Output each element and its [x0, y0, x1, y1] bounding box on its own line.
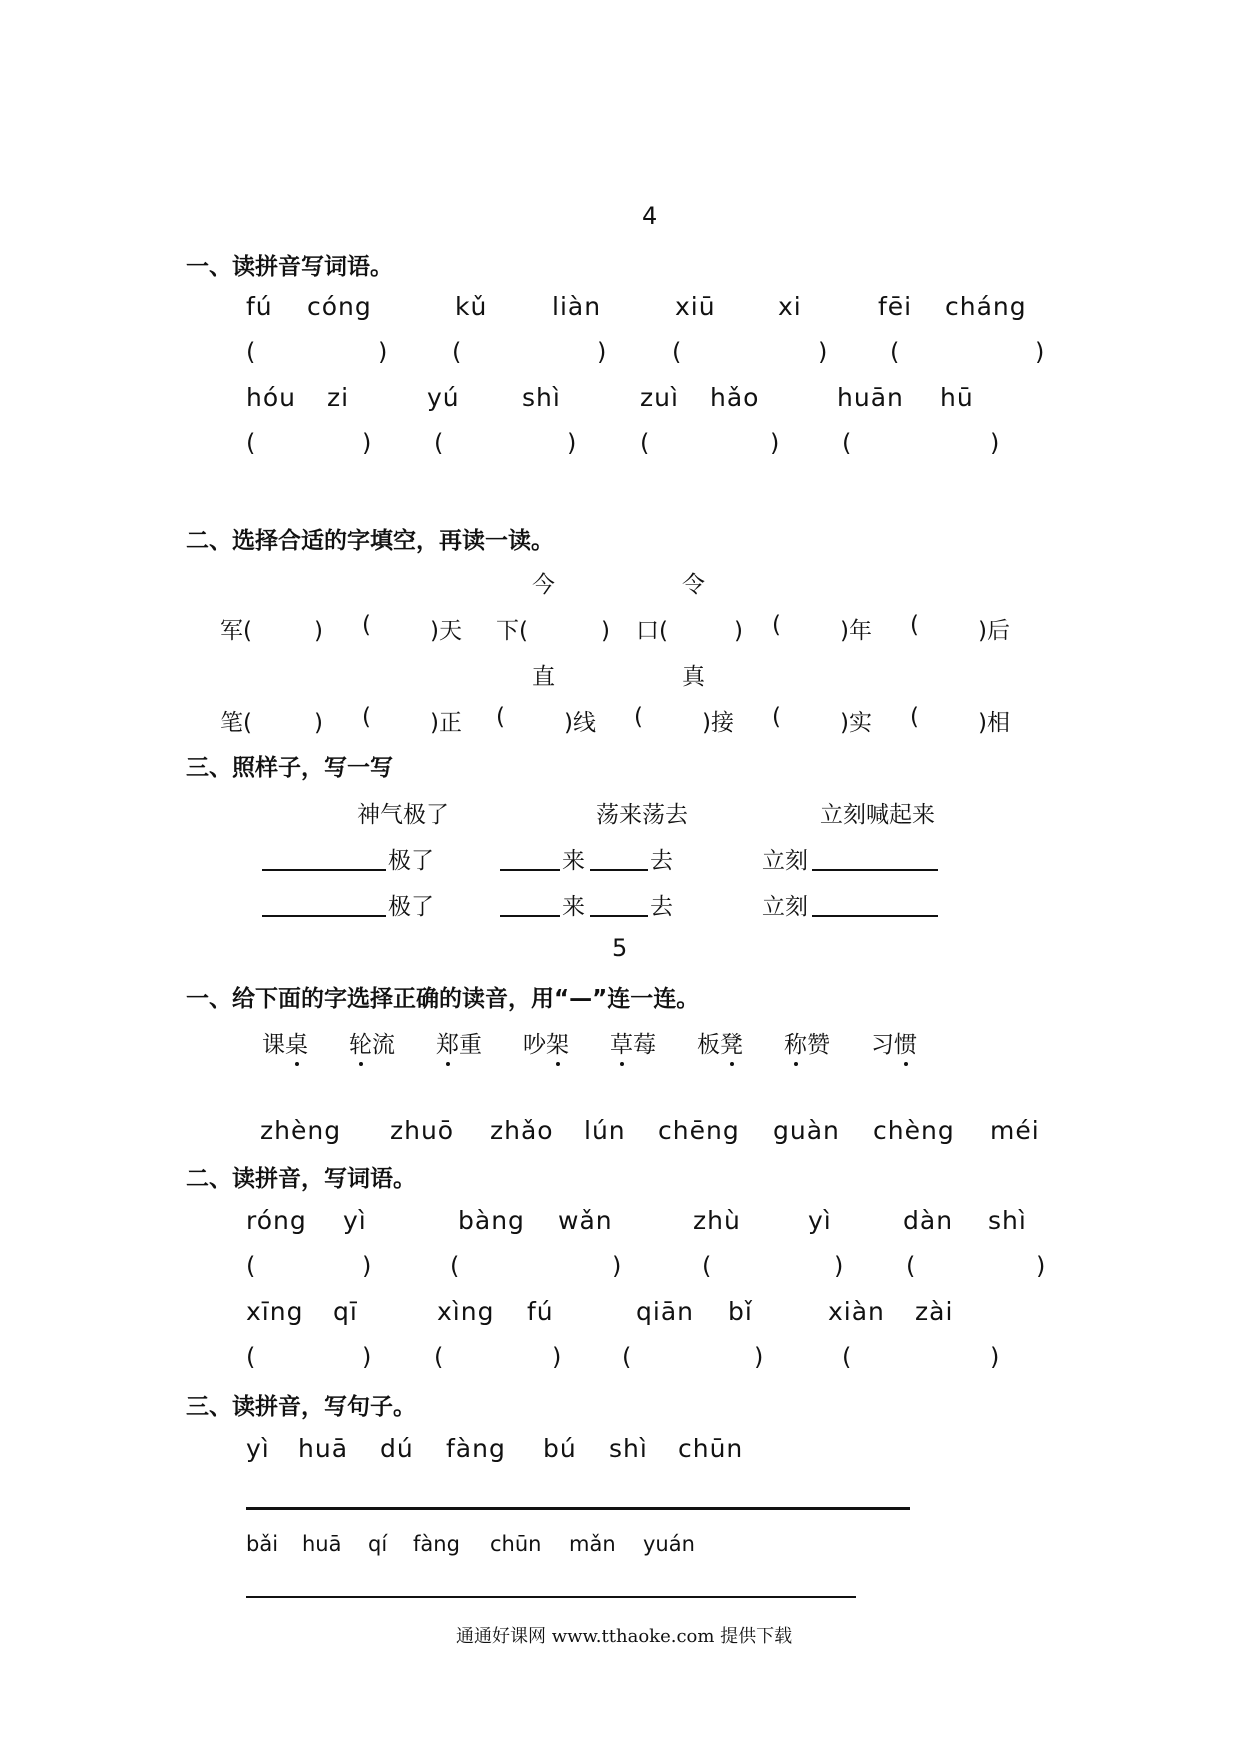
fill-blank-text: )	[268, 618, 323, 644]
pinyin: bǐ	[728, 1297, 753, 1326]
pinyin: cháng	[945, 292, 1027, 321]
pinyin: yì	[808, 1206, 832, 1235]
paren-close: )	[1036, 1252, 1046, 1280]
paren-close: )	[818, 338, 828, 366]
lesson5-section2-title: 二、读拼音，写词语。	[186, 1166, 416, 1192]
word-with-dot: 习惯	[871, 1026, 917, 1059]
paren-open: (	[640, 429, 650, 457]
fill-blank-text: 下(	[496, 618, 528, 644]
paren-open: (	[906, 1252, 916, 1280]
pinyin: bú	[543, 1434, 577, 1463]
fill-blank-text: (	[772, 704, 781, 730]
paren-close: )	[378, 338, 388, 366]
paren-open: (	[890, 338, 900, 366]
paren-open: (	[702, 1252, 712, 1280]
pinyin-option: zhèng	[260, 1116, 342, 1145]
pinyin: yì	[246, 1434, 270, 1463]
suffix-text: 去	[650, 848, 673, 874]
paren-close: )	[612, 1252, 622, 1280]
paren-open: (	[672, 338, 682, 366]
suffix-text: 去	[650, 894, 673, 920]
pinyin: huān	[837, 383, 904, 412]
paren-close: )	[990, 429, 1000, 457]
paren-close: )	[567, 429, 577, 457]
lesson4-section1-title: 一、读拼音写词语。	[186, 254, 393, 280]
pinyin-option: guàn	[773, 1116, 840, 1145]
pinyin: fú	[527, 1297, 554, 1326]
paren-open: (	[246, 429, 256, 457]
pinyin: yuán	[643, 1532, 695, 1556]
pinyin: chūn	[678, 1434, 744, 1463]
write-line	[590, 915, 648, 917]
fill-blank-text: (	[634, 704, 643, 730]
paren-open: (	[246, 1343, 256, 1371]
pinyin-option: chèng	[873, 1116, 955, 1145]
pinyin: wǎn	[558, 1206, 613, 1235]
pinyin: xiàn	[828, 1297, 885, 1326]
paren-close: )	[770, 429, 780, 457]
paren-open: (	[246, 338, 256, 366]
lesson4-section2-title: 二、选择合适的字填空，再读一读。	[186, 528, 554, 554]
pinyin: kǔ	[455, 292, 488, 321]
write-line	[262, 915, 386, 917]
fill-blank-text: )实	[794, 710, 872, 736]
fill-blank-text: 军(	[220, 618, 252, 644]
fill-blank-text: 口(	[636, 618, 668, 644]
fill-blank-text: )	[268, 710, 323, 736]
pinyin: zài	[915, 1297, 954, 1326]
pinyin: bàng	[458, 1206, 525, 1235]
prefix-text: 立刻	[762, 894, 808, 920]
paren-open: (	[450, 1252, 460, 1280]
fill-blank-text: )接	[656, 710, 734, 736]
pinyin: huā	[298, 1434, 349, 1463]
paren-close: )	[362, 1343, 372, 1371]
write-line	[812, 869, 938, 871]
pinyin: bǎi	[246, 1532, 279, 1556]
write-line	[262, 869, 386, 871]
char-choice: 令	[682, 572, 705, 598]
paren-close: )	[990, 1343, 1000, 1371]
fill-blank-text: )后	[932, 618, 1010, 644]
pinyin: xiū	[675, 292, 716, 321]
pinyin: dú	[380, 1434, 414, 1463]
paren-open: (	[434, 429, 444, 457]
pinyin: xīng	[246, 1297, 304, 1326]
pinyin-option: méi	[990, 1116, 1040, 1145]
paren-open: (	[434, 1343, 444, 1371]
pinyin-option: lún	[584, 1116, 626, 1145]
paren-open: (	[842, 1343, 852, 1371]
paren-open: (	[452, 338, 462, 366]
fill-blank-text: (	[910, 612, 919, 638]
pinyin: xi	[778, 292, 802, 321]
word-with-dot: 轮流	[349, 1026, 395, 1059]
pinyin-option: zhǎo	[490, 1116, 554, 1145]
sentence-write-line	[246, 1596, 856, 1598]
footer-credit: 通通好课网 www.tthaoke.com 提供下载	[456, 1626, 793, 1647]
sentence-write-line	[246, 1507, 910, 1510]
pinyin: zhù	[693, 1206, 741, 1235]
pinyin: yú	[427, 383, 460, 412]
pinyin: shì	[522, 383, 561, 412]
pinyin: chūn	[490, 1532, 542, 1556]
fill-blank-text: )天	[384, 618, 462, 644]
middle-text: 来	[562, 848, 585, 874]
pinyin: zi	[327, 383, 350, 412]
example-word: 立刻喊起来	[820, 802, 935, 828]
write-line	[590, 869, 648, 871]
fill-blank-text: (	[910, 704, 919, 730]
fill-blank-text: )年	[794, 618, 872, 644]
fill-blank-text: (	[362, 704, 371, 730]
middle-text: 来	[562, 894, 585, 920]
pinyin: qī	[333, 1297, 358, 1326]
pinyin: fàng	[413, 1532, 460, 1556]
pinyin-option: zhuō	[390, 1116, 455, 1145]
fill-blank-text: )正	[384, 710, 462, 736]
pinyin: yì	[343, 1206, 367, 1235]
word-with-dot: 草莓	[610, 1026, 656, 1059]
paren-close: )	[754, 1343, 764, 1371]
fill-blank-text: )相	[932, 710, 1010, 736]
lesson-number-4: 4	[642, 202, 658, 230]
char-choice: 真	[682, 664, 705, 690]
lesson5-section3-title: 三、读拼音，写句子。	[186, 1394, 416, 1420]
pinyin: hóu	[246, 383, 296, 412]
pinyin: fēi	[878, 292, 913, 321]
paren-close: )	[552, 1343, 562, 1371]
fill-blank-text: )	[555, 618, 610, 644]
word-with-dot: 课桌	[262, 1026, 308, 1059]
word-with-dot: 板凳	[697, 1026, 743, 1059]
fill-blank-text: 笔(	[220, 710, 252, 736]
pinyin: xìng	[437, 1297, 495, 1326]
fill-blank-text: )线	[518, 710, 596, 736]
suffix-text: 极了	[388, 894, 434, 920]
paren-open: (	[622, 1343, 632, 1371]
word-with-dot: 吵架	[523, 1026, 569, 1059]
pinyin: hǎo	[710, 383, 760, 412]
word-with-dot: 郑重	[436, 1026, 482, 1059]
pinyin: zuì	[640, 383, 679, 412]
suffix-text: 极了	[388, 848, 434, 874]
paren-open: (	[246, 1252, 256, 1280]
pinyin: liàn	[552, 292, 602, 321]
pinyin: fàng	[446, 1434, 506, 1463]
pinyin: huā	[302, 1532, 342, 1556]
pinyin: shì	[988, 1206, 1027, 1235]
pinyin: fú	[246, 292, 273, 321]
pinyin: róng	[246, 1206, 307, 1235]
lesson5-section1-title: 一、给下面的字选择正确的读音，用“—”连一连。	[186, 986, 700, 1012]
pinyin: shì	[609, 1434, 648, 1463]
write-line	[500, 915, 560, 917]
paren-close: )	[362, 429, 372, 457]
pinyin: qí	[368, 1532, 388, 1556]
paren-close: )	[834, 1252, 844, 1280]
pinyin-option: chēng	[658, 1116, 740, 1145]
pinyin: hū	[940, 383, 974, 412]
example-word: 神气极了	[357, 802, 449, 828]
lesson-number-5: 5	[612, 934, 628, 962]
pinyin: qiān	[636, 1297, 694, 1326]
write-line	[812, 915, 938, 917]
word-with-dot: 称赞	[784, 1026, 830, 1059]
write-line	[500, 869, 560, 871]
char-choice: 今	[532, 572, 555, 598]
paren-close: )	[597, 338, 607, 366]
lesson4-section3-title: 三、照样子，写一写	[186, 755, 393, 781]
paren-close: )	[1035, 338, 1045, 366]
paren-close: )	[362, 1252, 372, 1280]
pinyin: mǎn	[569, 1532, 616, 1556]
pinyin: cóng	[307, 292, 372, 321]
pinyin: dàn	[903, 1206, 954, 1235]
paren-open: (	[842, 429, 852, 457]
prefix-text: 立刻	[762, 848, 808, 874]
fill-blank-text: (	[496, 704, 505, 730]
fill-blank-text: )	[688, 618, 743, 644]
fill-blank-text: (	[772, 612, 781, 638]
char-choice: 直	[532, 664, 555, 690]
example-word: 荡来荡去	[596, 802, 688, 828]
fill-blank-text: (	[362, 612, 371, 638]
